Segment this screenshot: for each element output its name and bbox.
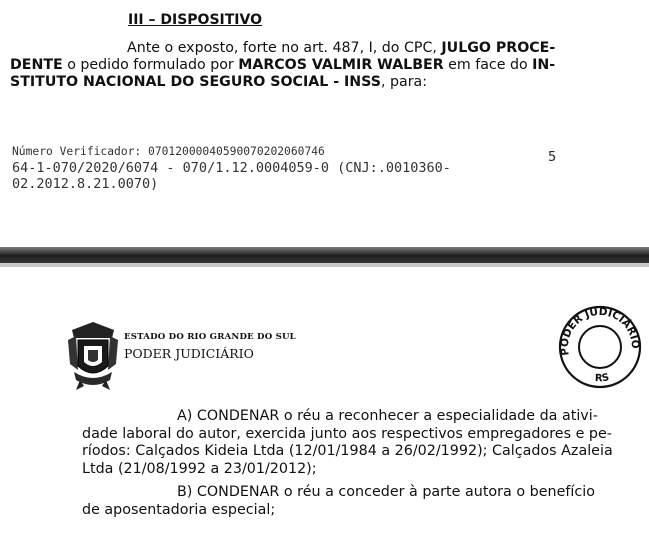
- cnj-number: 02.2012.8.21.0070): [12, 176, 159, 192]
- svg-text:RS: [595, 372, 611, 384]
- court-seal-icon: [558, 305, 642, 389]
- svg-text:PODER JUDICIÁRIO: [559, 306, 641, 356]
- intro-text: em face do: [443, 57, 533, 73]
- page-divider: [0, 247, 649, 264]
- item-a-line: ríodos: Calçados Kideia Ltda (12/01/1984 a 26/02/1992); Calçados Azaleia: [82, 443, 613, 460]
- verification-number: Número Verificador: 07012000040590070202060746: [12, 145, 325, 158]
- intro-bold: DENTE: [10, 57, 63, 73]
- intro-bold: IN-: [532, 57, 556, 73]
- coat-of-arms-icon: [66, 320, 120, 392]
- process-number: 64-1-070/2020/6074 - 070/1.12.0004059-0 (CNJ:.0010360-: [12, 160, 451, 176]
- letterhead-state: ESTADO DO RIO GRANDE DO SUL: [124, 332, 296, 342]
- section-title: III – DISPOSITIVO: [128, 12, 262, 28]
- item-a-line: Ltda (21/08/1992 a 23/01/2012);: [82, 460, 317, 477]
- item-b-line: B) CONDENAR o réu a conceder à parte autora o benefício: [177, 484, 595, 501]
- intro-bold: JULGO PROCE-: [441, 40, 556, 56]
- seal-state: RS: [594, 372, 611, 385]
- defendant-name: STITUTO NACIONAL DO SEGURO SOCIAL - INSS: [10, 74, 381, 90]
- item-a-line: dade laboral do autor, exercida junto aos respectivos empregadores e pe-: [82, 425, 612, 442]
- intro-text: , para:: [380, 74, 428, 90]
- item-a-line: A) CONDENAR o réu a reconhecer a especialidade da ativi-: [177, 408, 598, 424]
- seal-text: PODER JUDICIÁRIO: [558, 305, 642, 357]
- page-number: 5: [548, 150, 557, 165]
- condemnation-items: [82, 408, 613, 520]
- plaintiff-name: MARCOS VALMIR WALBER: [238, 57, 444, 73]
- page-divider-shadow: [0, 263, 649, 267]
- verification-block: [12, 144, 451, 192]
- intro-text: o pedido formulado por: [62, 57, 239, 73]
- intro-paragraph: [10, 40, 555, 91]
- letterhead-judiciary: PODER JUDICIÁRIO: [124, 346, 254, 361]
- item-b-line: de aposentadoria especial;: [82, 501, 276, 518]
- intro-text: Ante o exposto, forte no art. 487, I, do CPC,: [127, 40, 442, 56]
